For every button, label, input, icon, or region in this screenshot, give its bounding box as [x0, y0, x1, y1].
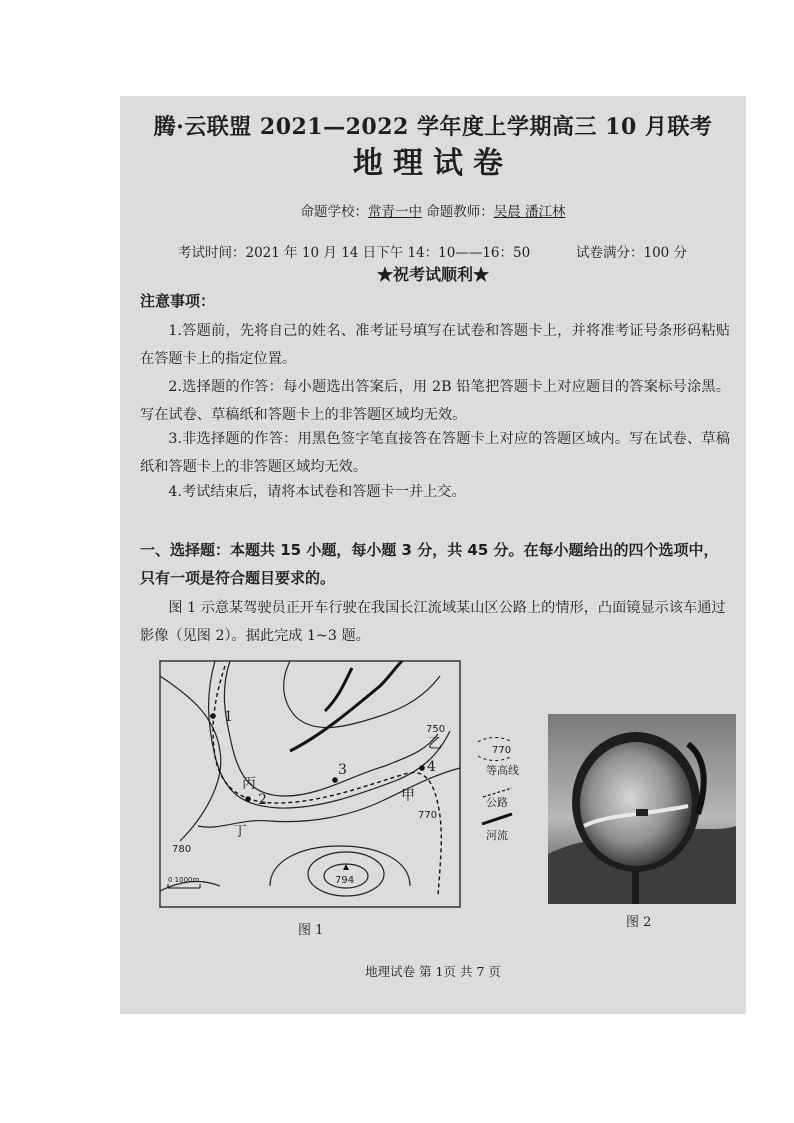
notice-item-4: 4.考试结束后，请将本试卷和答题卡一并上交。: [168, 484, 466, 500]
question-intro: 图 1 示意某驾驶员正开车行驶在我国长江流域某山区公路上的情形，凸面镜显示该车通过影像（见图 2）。据此完成 1~3 题。: [140, 600, 726, 644]
place-bing: 丙: [242, 776, 256, 792]
point-3-label: 3: [338, 762, 347, 778]
school-label: 命题学校：: [300, 204, 368, 220]
point-4-label: 4: [427, 759, 436, 775]
contour-line: [160, 676, 221, 841]
point-2-marker: [245, 796, 251, 802]
subject-title: 地理试卷: [353, 146, 513, 181]
figure-2-caption: 图 2: [626, 915, 652, 930]
contour-line: [284, 661, 440, 728]
river: [325, 668, 352, 711]
notice-item-3: 3.非选择题的作答：用黑色签字笔直接答在答题卡上对应的答题区域内。写在试卷、草稿纸和答题卡上的非答题区域均无效。: [140, 431, 730, 475]
place-yi: 乙: [428, 736, 442, 752]
mirror-car: [636, 809, 648, 816]
point-4-marker: [419, 765, 425, 771]
legend-road-label: 公路: [486, 796, 508, 809]
contour-value-750: 750: [426, 724, 446, 735]
point-1-label: 1: [224, 709, 233, 725]
notice-item-2: 2.选择题的作答：每小题选出答案后，用 2B 铅笔把答题卡上对应题目的答案标号涂黑。写在试卷、草稿纸和答题卡上的非答题区域均无效。: [140, 379, 730, 423]
scale-label: 0 1000m: [168, 876, 200, 884]
legend-river-label: 河流: [486, 829, 508, 842]
peak-elevation: 794: [335, 875, 355, 886]
exam-paper: [120, 96, 746, 1014]
teacher-label: 命题教师：: [426, 204, 494, 220]
figure-1-caption: 图 1: [298, 923, 324, 938]
river: [290, 661, 402, 751]
peak-triangle-icon: [343, 864, 349, 870]
legend-contour-value: 770: [492, 745, 512, 756]
notice-item-1: 1.答题前，先将自己的姓名、准考证号填写在试卷和答题卡上，并将准考证号条形码粘贴在答题卡上的指定位置。: [140, 323, 730, 367]
notice-heading: 注意事项：: [140, 292, 216, 310]
place-ding: 丁: [233, 824, 247, 840]
point-3-marker: [332, 777, 338, 783]
exam-time: 考试时间：2021 年 10 月 14 日下午 14：10——16：50: [178, 245, 531, 261]
exam-title: 腾·云联盟 2021—2022 学年度上学期高三 10 月联考: [153, 114, 713, 140]
place-jia: 甲: [401, 788, 415, 804]
legend-contour-symbol: [478, 738, 512, 743]
page-footer: 地理试卷 第 1页 共 7 页: [365, 964, 501, 979]
section-heading: 一、选择题：本题共 15 小题，每小题 3 分，共 45 分。在每小题给出的四个选项中，只有一项是符合题目要求的。: [140, 541, 719, 587]
legend-contour-label: 等高线: [486, 764, 519, 777]
map-frame: [160, 661, 460, 907]
mirror-surface: [580, 742, 692, 866]
mirror-pole: [632, 870, 639, 904]
contour-value-770: 770: [418, 810, 438, 821]
contour-value-780: 780: [172, 844, 192, 855]
figure-2-convex-mirror-photo: [548, 714, 738, 934]
school-name: 常青一中: [367, 204, 422, 220]
point-1-marker: [210, 713, 216, 719]
authors-line: [120, 200, 746, 220]
contour-line: [308, 852, 384, 896]
teacher-names: 吴晨 潘江林: [493, 204, 566, 220]
good-luck-banner: ★祝考试顺利★: [376, 265, 489, 284]
point-2-label: 2: [258, 792, 267, 808]
figure-1-contour-map: [120, 656, 560, 946]
legend-river-symbol: [482, 814, 512, 824]
full-score: 试卷满分：100 分: [576, 245, 688, 261]
